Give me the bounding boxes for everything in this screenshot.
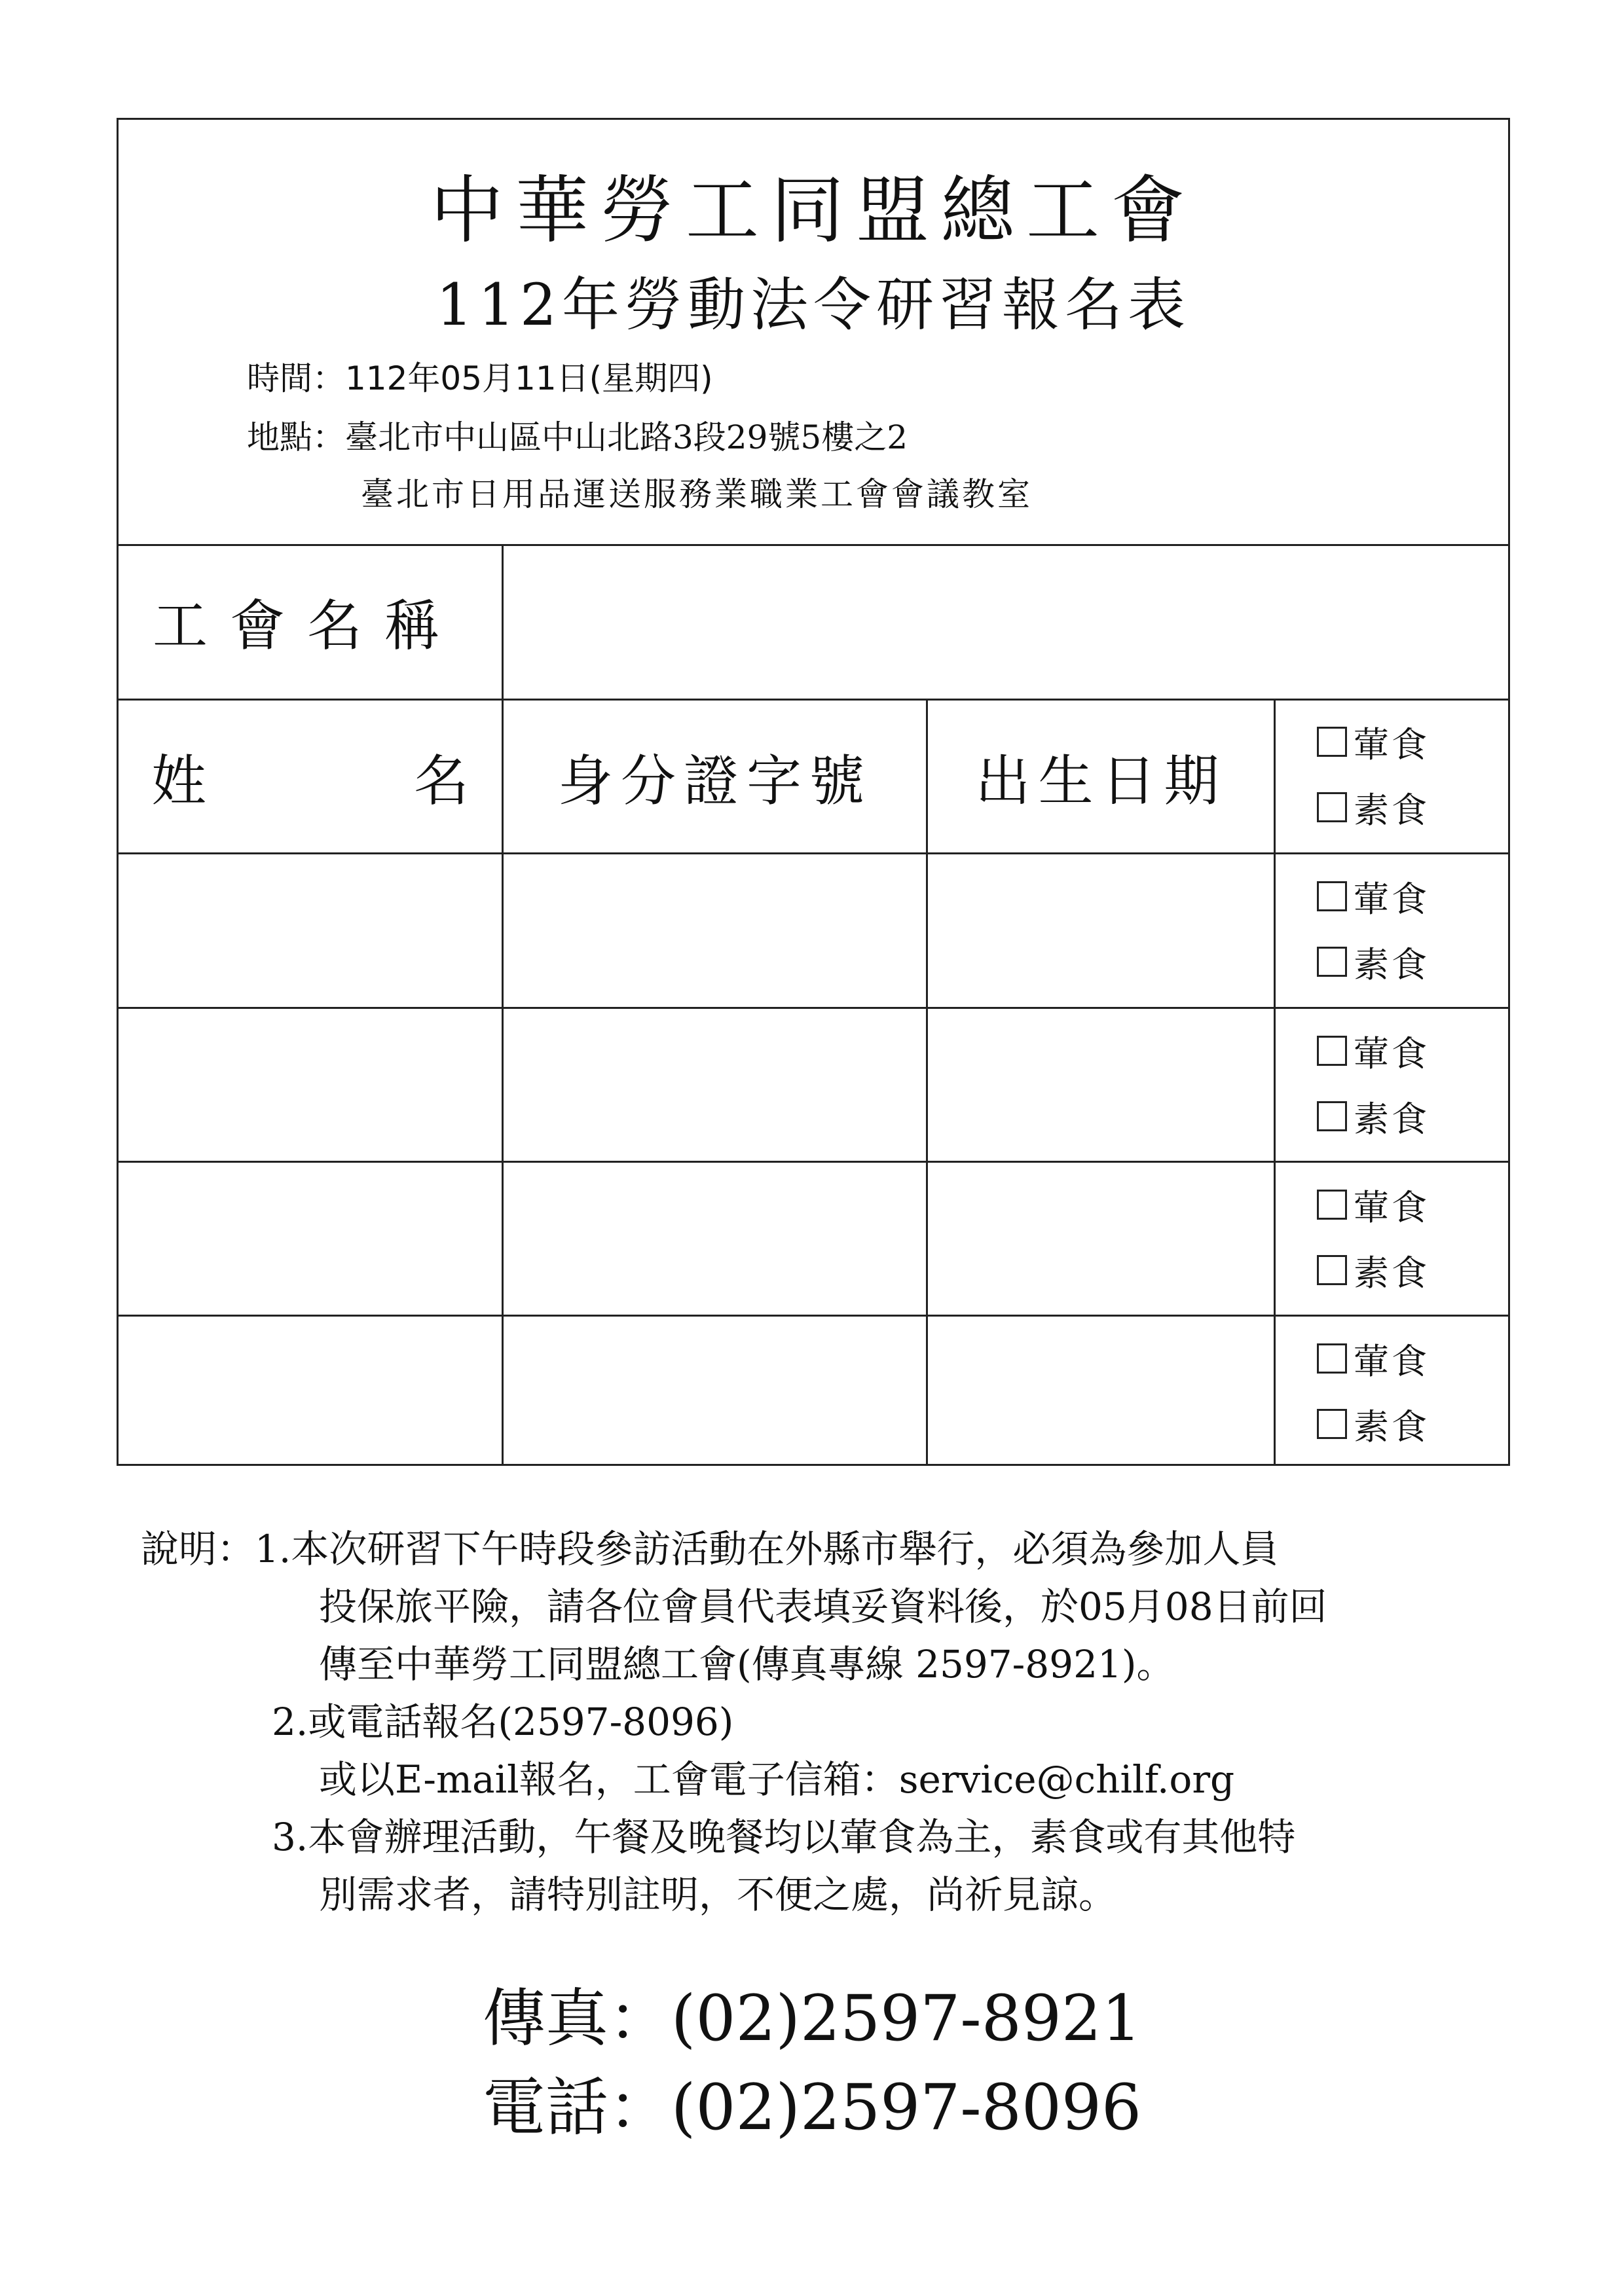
name-column-header <box>119 700 503 853</box>
vegetarian-meal-option[interactable]: 素食 <box>1317 1237 1474 1303</box>
meat-meal-option[interactable]: 葷食 <box>1317 1172 1474 1237</box>
contact-block <box>0 1974 1624 2152</box>
meal-options-row-4 <box>1317 1326 1474 1457</box>
meal-options-header <box>1317 709 1474 840</box>
checkbox[interactable] <box>1317 1036 1347 1066</box>
divider <box>119 1007 1508 1009</box>
place-value: 臺北市中山區中山北路3段29號5樓之2 <box>345 418 908 456</box>
divider <box>502 544 504 1466</box>
checkbox[interactable] <box>1317 1190 1347 1220</box>
checkbox[interactable] <box>1317 792 1347 822</box>
notes-section <box>141 1520 1516 1923</box>
union-name-label: 工會名稱 <box>153 593 462 658</box>
note-line: 投保旅平險，請各位會員代表填妥資料後，於05月08日前回 <box>319 1584 1327 1629</box>
vegetarian-meal-option[interactable]: 素食 <box>1317 1391 1474 1457</box>
checkbox[interactable] <box>1317 947 1347 977</box>
organization-title: 中華勞工同盟總工會 <box>430 168 1196 253</box>
divider <box>119 1315 1508 1317</box>
meat-meal-option[interactable]: 葷食 <box>1317 1326 1474 1391</box>
place-label: 地點： <box>247 418 345 456</box>
note-line: 傳至中華勞工同盟總工會(傳真專線 2597-8921)。 <box>319 1642 1175 1686</box>
phone-number: 電話：(02)2597-8096 <box>482 2071 1142 2144</box>
event-venue: 臺北市日用品運送服務業職業工會會議教室 <box>361 475 1033 513</box>
checkbox[interactable] <box>1317 1409 1347 1439</box>
notes-label: 說明： <box>141 1527 255 1571</box>
form-subtitle: 112年勞動法令研習報名表 <box>436 271 1190 338</box>
checkbox[interactable] <box>1317 1255 1347 1285</box>
meat-meal-option[interactable]: 葷食 <box>1317 1018 1474 1084</box>
fax-number: 傳真：(02)2597-8921 <box>482 1982 1142 2055</box>
checkbox[interactable] <box>1317 1101 1347 1131</box>
registration-form <box>117 118 1510 1466</box>
union-name-field[interactable] <box>505 547 1507 697</box>
meal-options-row-3 <box>1317 1172 1474 1303</box>
meat-meal-option[interactable]: 葷食 <box>1317 864 1474 929</box>
note-line: 2.或電話報名(2597-8096) <box>272 1700 734 1744</box>
checkbox[interactable] <box>1317 1343 1347 1374</box>
note-line: 3.本會辦理活動，午餐及晚餐均以葷食為主，素食或有其他特 <box>272 1815 1296 1859</box>
vegetarian-meal-option[interactable]: 素食 <box>1317 1084 1474 1149</box>
event-time <box>247 359 713 398</box>
meal-options-row-1 <box>1317 864 1474 994</box>
checkbox[interactable] <box>1317 727 1347 757</box>
name-header-right: 名 <box>413 748 477 813</box>
vegetarian-meal-option[interactable]: 素食 <box>1317 929 1474 994</box>
note-line: 別需求者，請特別註明，不便之處，尚祈見諒。 <box>319 1872 1117 1917</box>
note-line: 或以E-mail報名，工會電子信箱：service@chilf.org <box>319 1757 1235 1802</box>
form-header <box>119 120 1508 544</box>
checkbox[interactable] <box>1317 881 1347 911</box>
vegetarian-meal-option[interactable]: 素食 <box>1317 774 1474 840</box>
birth-date-column-header: 出生日期 <box>975 748 1227 813</box>
time-value: 112年05月11日(星期四) <box>345 359 713 397</box>
name-header-left: 姓 <box>151 748 215 813</box>
time-label: 時間： <box>247 359 345 397</box>
id-number-column-header: 身分證字號 <box>557 748 872 813</box>
event-place <box>247 418 908 457</box>
divider <box>119 1161 1508 1163</box>
meal-options-row-2 <box>1317 1018 1474 1149</box>
note-line: 說明：1.本次研習下午時段參訪活動在外縣市舉行，必須為參加人員 <box>141 1527 1279 1571</box>
meat-meal-option[interactable]: 葷食 <box>1317 709 1474 774</box>
